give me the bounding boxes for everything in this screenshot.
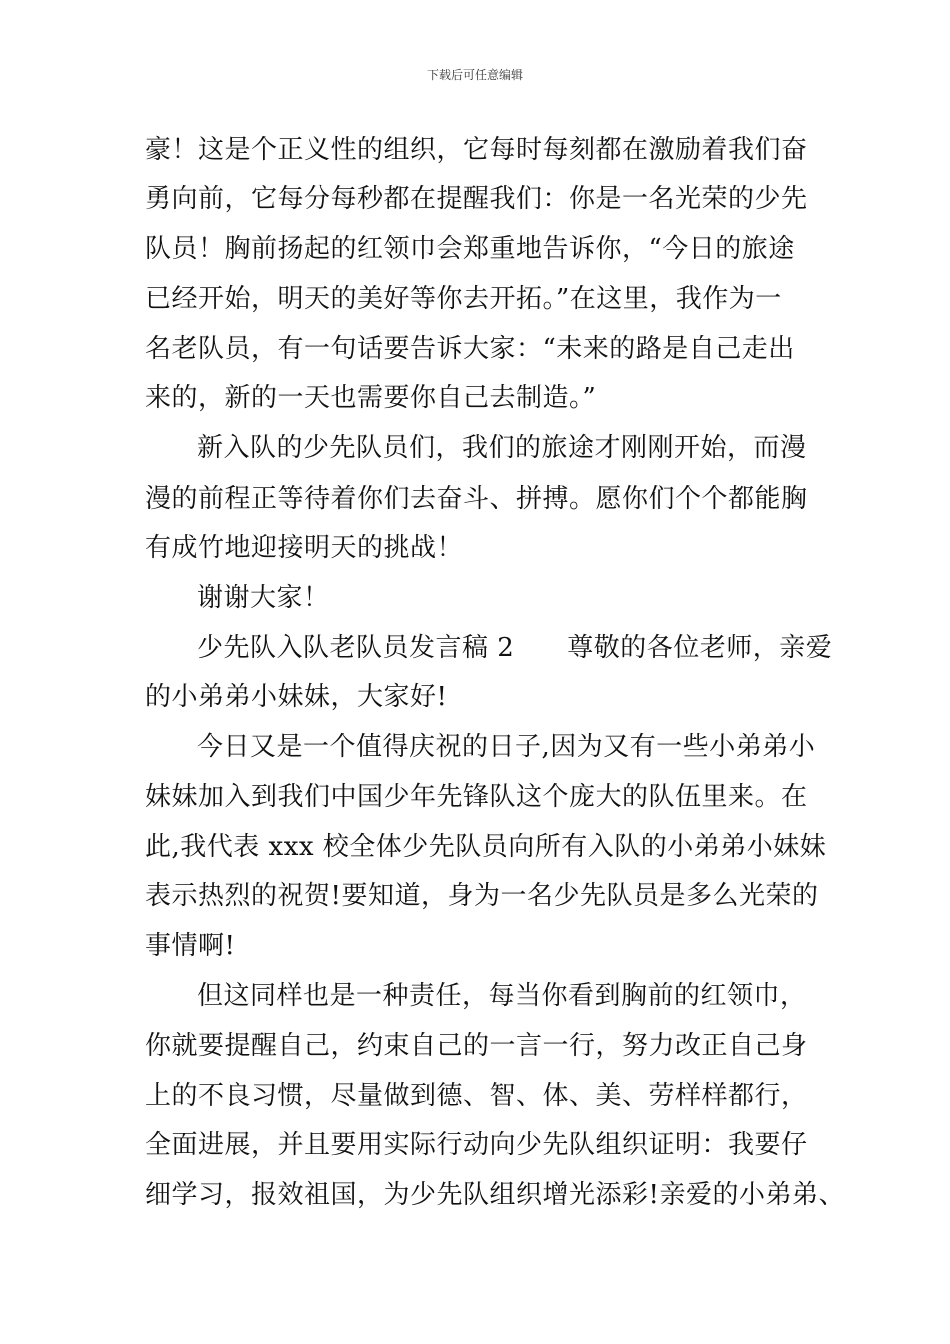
text-line: 谢谢大家！ <box>197 583 330 613</box>
text-line: 有成竹地迎接明天的挑战！ <box>145 533 464 563</box>
text-line: 上的不良习惯，尽量做到德、智、体、美、劳样样都行， <box>145 1081 808 1111</box>
text-line: 你就要提醒自己，约束自己的一言一行，努力改正自己身 <box>145 1031 808 1061</box>
text-line: 细学习，报效祖国，为少先队组织增光添彩!亲爱的小弟弟、 <box>145 1180 845 1210</box>
text-line: 新入队的少先队员们，我们的旅途才刚刚开始，而漫 <box>197 433 807 463</box>
text-line: 名老队员，有一句话要告诉大家：“未来的路是自己走出 <box>145 334 795 364</box>
text-line: 此,我代表 xxx 校全体少先队员向所有入队的小弟弟小妹妹 <box>145 832 827 862</box>
text-line: 的小弟弟小妹妹，大家好! <box>145 682 448 712</box>
text-line: 队员！胸前扬起的红领巾会郑重地告诉你，“今日的旅途 <box>145 234 795 264</box>
text-line: 全面进展，并且要用实际行动向少先队组织证明：我要仔 <box>145 1130 808 1160</box>
page-header: 下载后可任意编辑 <box>426 68 523 82</box>
text-line: 但这同样也是一种责任，每当你看到胸前的红领巾， <box>197 981 807 1011</box>
text-line: 少先队入队老队员发言稿 2 尊敬的各位老师，亲爱 <box>197 633 833 663</box>
text-line: 漫的前程正等待着你们去奋斗、拼搏。愿你们个个都能胸 <box>145 484 808 514</box>
text-line: 表示热烈的祝贺!要知道，身为一名少先队员是多么光荣的 <box>145 881 819 911</box>
text-line: 豪！这是个正义性的组织，它每时每刻都在激励着我们奋 <box>145 135 808 165</box>
text-line: 来的，新的一天也需要你自己去制造。” <box>145 383 597 413</box>
text-line: 已经开始，明天的美好等你去开拓。”在这里，我作为一 <box>145 284 782 314</box>
text-line: 今日又是一个值得庆祝的日子,因为又有一些小弟弟小 <box>197 732 816 762</box>
text-line: 勇向前，它每分每秒都在提醒我们：你是一名光荣的少先 <box>145 184 808 214</box>
text-line: 事情啊! <box>145 931 236 961</box>
text-line: 妹妹加入到我们中国少年先锋队这个庞大的队伍里来。在 <box>145 782 808 812</box>
